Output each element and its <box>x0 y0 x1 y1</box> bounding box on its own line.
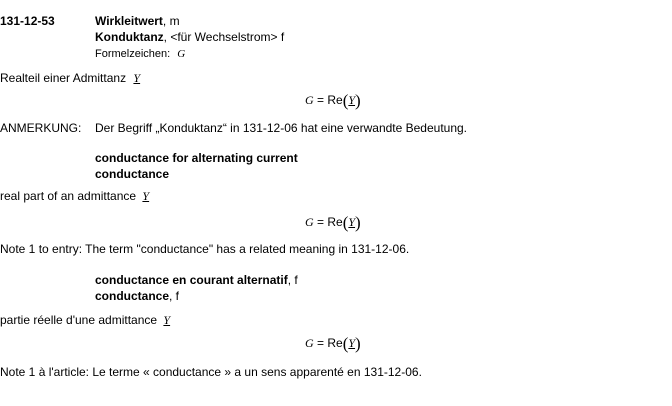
formula-eq: = Re <box>313 93 343 107</box>
de-symbol-line <box>95 47 185 61</box>
formula-close-paren: ) <box>355 91 361 110</box>
de-symbol-label: Formelzeichen: <box>95 48 171 60</box>
de-definition <box>0 71 140 85</box>
de-term-1-gender: , m <box>162 14 180 28</box>
de-term-2 <box>95 30 284 44</box>
formula-open-paren: ( <box>342 91 349 110</box>
formula-close-paren: ) <box>355 334 361 353</box>
de-definition-text: Realteil einer Admittanz <box>0 71 127 85</box>
fr-admittance-symbol: Y <box>163 313 171 327</box>
fr-term-1 <box>95 273 298 287</box>
fr-term-2-text: conductance <box>95 289 170 303</box>
fr-term-2-gender: , f <box>169 289 180 303</box>
fr-definition-text: partie réelle d'une admittance <box>0 313 158 327</box>
de-note-label: ANMERKUNG: <box>0 121 82 135</box>
en-definition-text: real part of an admittance <box>0 189 137 203</box>
formula-eq: = Re <box>313 336 343 350</box>
en-definition <box>0 189 149 203</box>
formula-close-paren: ) <box>355 213 361 232</box>
fr-definition <box>0 313 170 327</box>
en-term-1: conductance for alternating current <box>95 151 298 165</box>
de-term-1 <box>95 14 180 28</box>
de-admittance-symbol: Y <box>133 71 141 85</box>
en-admittance-symbol: Y <box>142 189 150 203</box>
entry-number: 131-12-53 <box>0 14 55 28</box>
de-note: Der Begriff „Konduktanz“ in 131-12-06 hat eine verwandte Bedeutung. <box>95 121 468 135</box>
de-term-2-text: Konduktanz <box>95 30 164 44</box>
formula-lhs: G <box>305 215 314 229</box>
formula-arg: Y <box>348 336 356 350</box>
formula-arg: Y <box>348 93 356 107</box>
fr-term-2 <box>95 289 179 303</box>
fr-term-1-gender: , f <box>287 273 298 287</box>
fr-note: Note 1 à l'article: Le terme « conductance » a un sens apparenté en 131-12-06. <box>0 365 422 379</box>
en-note: Note 1 to entry: The term "conductance" has a related meaning in 131-12-06. <box>0 242 410 256</box>
fr-term-1-text: conductance en courant alternatif <box>95 273 288 287</box>
formula-eq: = Re <box>313 215 343 229</box>
de-term-2-suffix: , <für Wechselstrom> f <box>163 30 285 44</box>
en-term-2: conductance <box>95 167 170 181</box>
formula-open-paren: ( <box>342 334 349 353</box>
formula-arg: Y <box>348 215 356 229</box>
formula-en <box>305 215 361 230</box>
de-symbol: G <box>177 48 186 60</box>
formula-open-paren: ( <box>342 213 349 232</box>
de-term-1-text: Wirkleitwert <box>95 14 163 28</box>
formula-fr <box>305 336 361 351</box>
formula-lhs: G <box>305 336 314 350</box>
formula-lhs: G <box>305 93 314 107</box>
formula-de <box>305 93 361 108</box>
